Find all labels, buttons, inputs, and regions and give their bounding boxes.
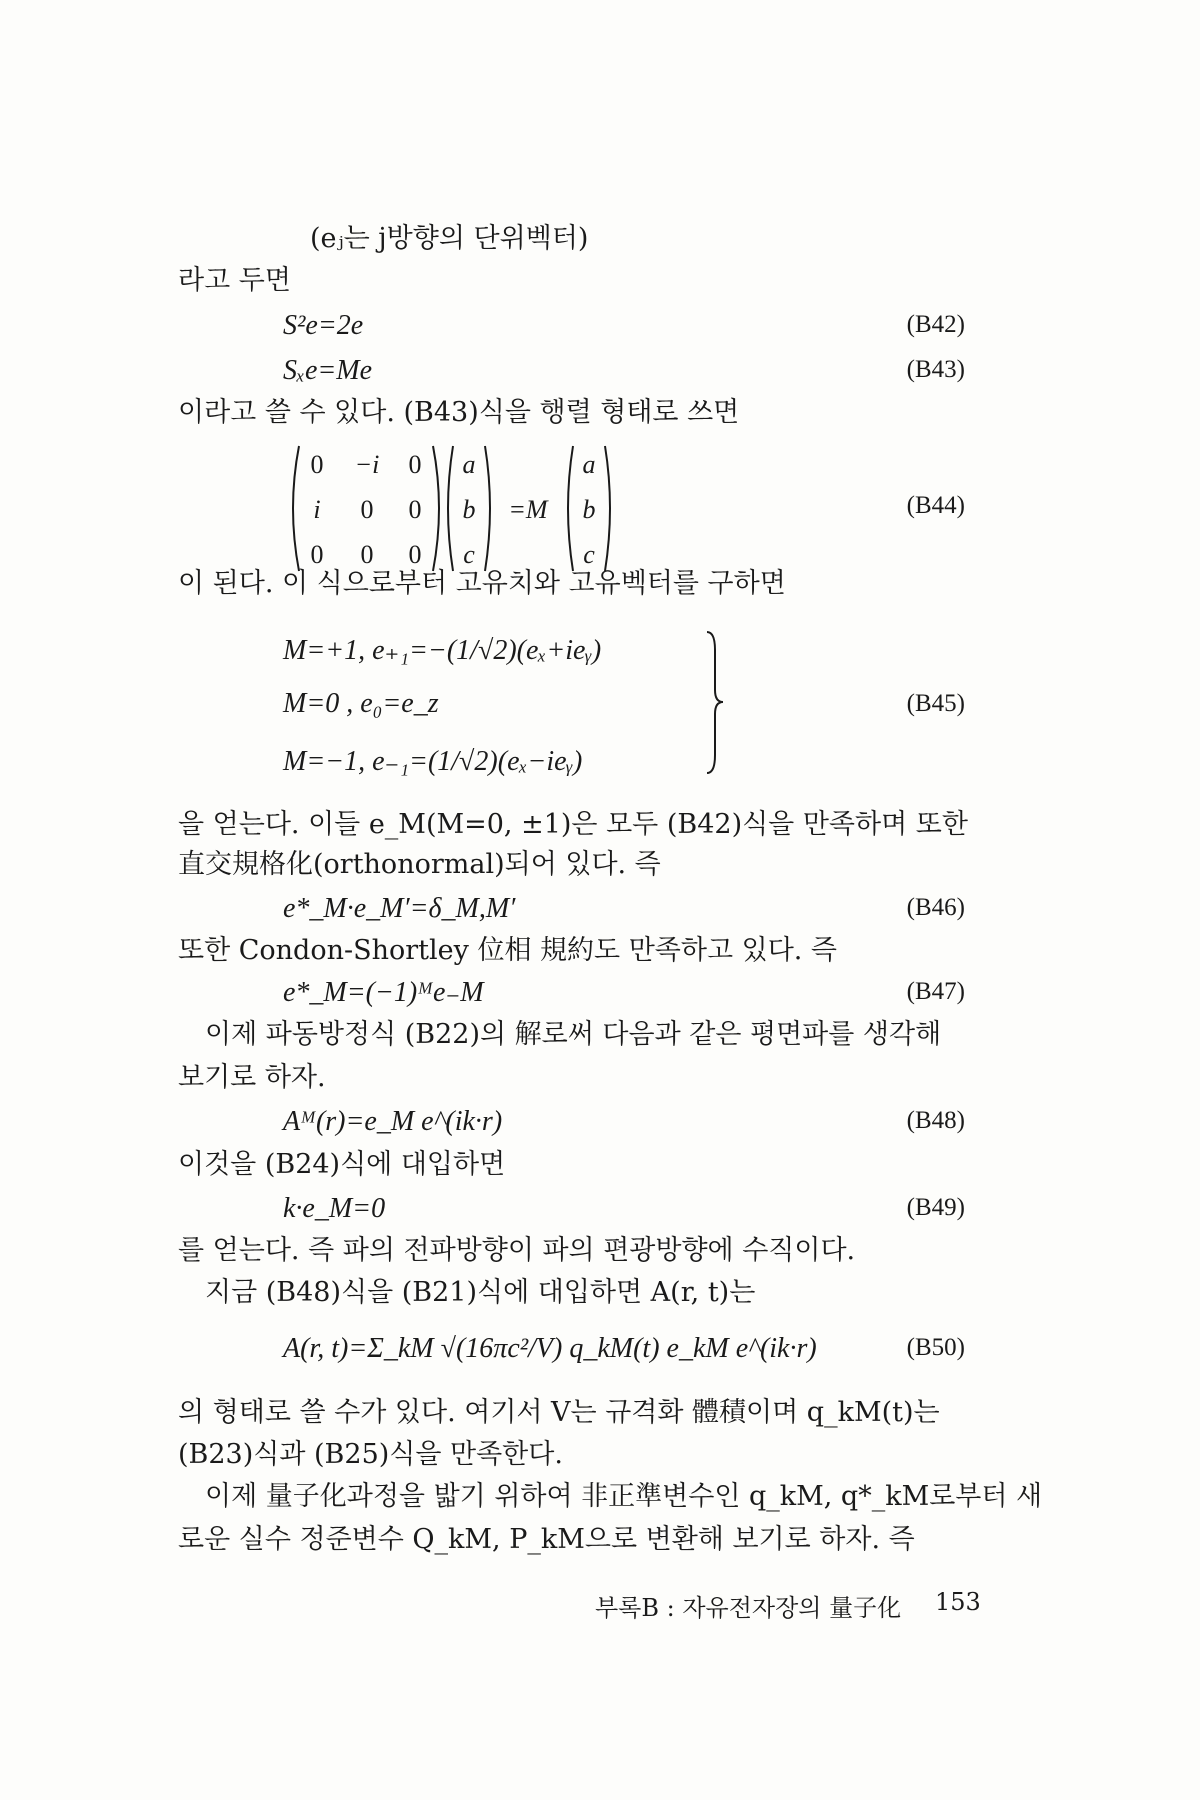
page-number: 153 [935, 1588, 981, 1616]
equation-b50: A(r, t)=Σ_kM √(16πc²/V) q_kM(t) e_kM e^(ik·r) [283, 1333, 817, 1364]
eqnum-b42: (B42) [906, 311, 965, 338]
right-brace [705, 630, 725, 775]
text-line: 이라고 쓸 수 있다. (B43)식을 행렬 형태로 쓰면 [178, 397, 740, 428]
eqnum-b49: (B49) [906, 1194, 965, 1221]
eqnum-b47: (B47) [906, 978, 965, 1005]
equation-b45-minus: M=−1, e₋₁=(1/√2)(eₓ−ieᵧ) [283, 746, 583, 777]
text-line: 이것을 (B24)식에 대입하면 [178, 1149, 506, 1180]
vector-cell: a [462, 450, 476, 479]
equation-b49: k·e_M=0 [283, 1193, 386, 1224]
text-line: 로운 실수 정준변수 Q_kM, P_kM으로 변환해 보기로 하자. 즉 [178, 1524, 915, 1555]
equation-b45-zero: M=0 , e₀=e_z [283, 688, 439, 719]
text-line: 이 된다. 이 식으로부터 고유치와 고유벡터를 구하면 [178, 568, 786, 599]
text-line: 을 얻는다. 이들 e_M(M=0, ±1)은 모두 (B42)식을 만족하며 또한 [178, 809, 968, 840]
matrix-cell: −i [354, 450, 380, 479]
text-line: (B23)식과 (B25)식을 만족한다. [178, 1439, 563, 1470]
equation-b42: S²e=2e [283, 310, 364, 341]
equation-b46: e*_M·e_M′=δ_M,M′ [283, 893, 516, 924]
equation-b43: Sₓe=Me [283, 355, 373, 386]
matrix-cell: i [313, 495, 321, 524]
running-footer: 부록B : 자유전자장의 量子化 [595, 1594, 902, 1622]
equals-m: =M [508, 495, 548, 524]
eqnum-b43: (B43) [906, 356, 965, 383]
text-line: 를 얻는다. 즉 파의 전파방향이 파의 편광방향에 수직이다. [178, 1235, 856, 1266]
matrix-cell: 0 [310, 540, 324, 569]
vector-cell: a [582, 450, 596, 479]
matrix-cell: 0 [360, 495, 374, 524]
eqnum-b44: (B44) [906, 492, 965, 519]
equation-b45-plus: M=+1, e₊₁=−(1/√2)(eₓ+ieᵧ) [283, 635, 602, 666]
matrix-cell: 0 [310, 450, 324, 479]
matrix-cell: 0 [408, 540, 422, 569]
eqnum-b50: (B50) [906, 1334, 965, 1361]
matrix-cell: 0 [408, 495, 422, 524]
eqnum-b45: (B45) [906, 690, 965, 717]
equation-b48: Aᴹ(r)=e_M e^(ik·r) [283, 1106, 503, 1137]
vector-cell: c [583, 540, 595, 569]
text-line: 라고 두면 [178, 265, 291, 296]
eqnum-b48: (B48) [906, 1107, 965, 1134]
text-line: 보기로 하자. [178, 1062, 326, 1093]
text-line: 지금 (B48)식을 (B21)식에 대입하면 A(r, t)는 [205, 1277, 756, 1308]
unit-vector-note: (eⱼ는 j방향의 단위벡터) [310, 223, 589, 254]
vector-cell: b [582, 495, 596, 524]
text-line: 이제 量子化과정을 밟기 위하여 非正準변수인 q_kM, q*_kM로부터 새 [205, 1481, 1043, 1512]
vector-cell: c [463, 540, 475, 569]
text-line: 의 형태로 쓸 수가 있다. 여기서 V는 규격화 體積이며 q_kM(t)는 [178, 1397, 940, 1428]
eqnum-b46: (B46) [906, 894, 965, 921]
matrix-cell: 0 [408, 450, 422, 479]
text-line: 또한 Condon-Shortley 位相 規約도 만족하고 있다. 즉 [178, 935, 838, 966]
matrix-equation-b44 [285, 441, 635, 576]
vector-cell: b [462, 495, 476, 524]
text-line: 直交規格化(orthonormal)되어 있다. 즉 [178, 849, 661, 880]
matrix-cell: 0 [360, 540, 374, 569]
text-line: 이제 파동방정식 (B22)의 解로써 다음과 같은 평면파를 생각해 [205, 1019, 942, 1050]
equation-b47: e*_M=(−1)ᴹe₋M [283, 977, 484, 1008]
